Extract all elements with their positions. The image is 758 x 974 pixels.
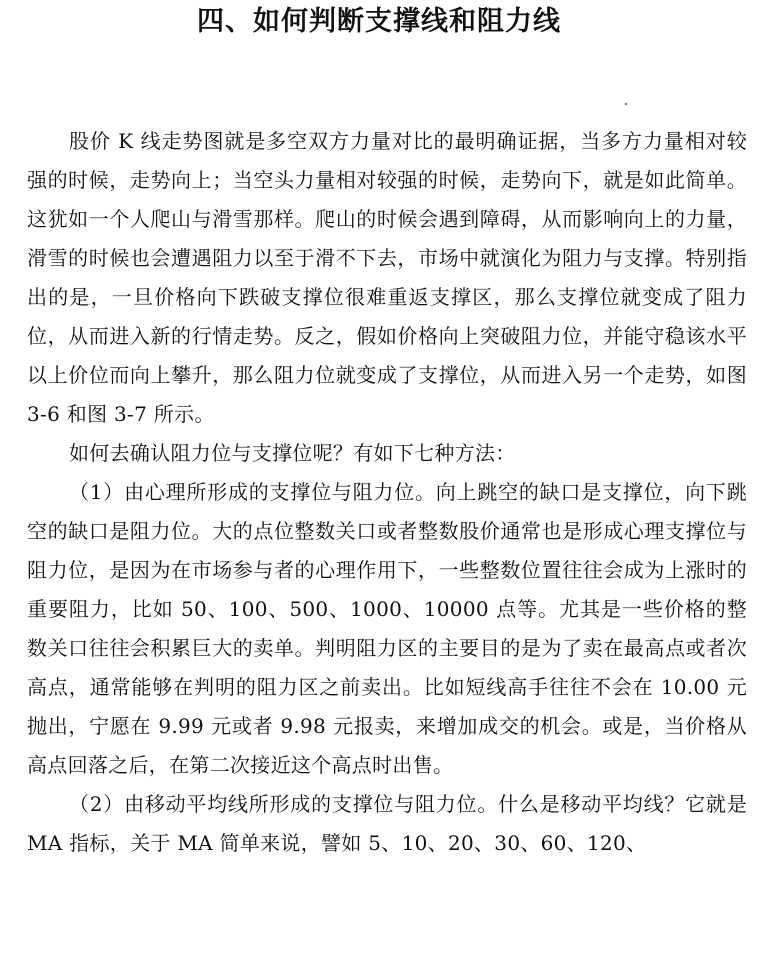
paragraph-support-resistance-intro: 股价 K 线走势图就是多空双方力量对比的最明确证据，当多方力量相对较强的时候，走势向上；当空头力量相对较强的时候，走势向下，就是如此简单。这犹如一个人爬山与滑雪那样。爬山的时候会遇到障碍，从而影响向上的力量，滑雪的时候也会遭遇阻力以至于滑不下去，市场中就演化为阻力与支撑。特别指出的是，一旦价格向下跌破支撑位很难重返支撑区，那么支撑位就变成了阻力位，从而进入新的行情走势。反之，假如价格向上突破阻力位，并能守稳该水平以上价位而向上攀升，那么阻力位就变成了支撑位，从而进入另一个走势，如图 3-6 和图 3-7 所示。 <box>27 129 747 426</box>
paragraph-method-1-psychological: （1）由心理所形成的支撑位与阻力位。向上跳空的缺口是支撑位，向下跳空的缺口是阻力位。大的点位整数关口或者整数股价通常也是形成心理支撑位与阻力位，是因为在市场参与者的心理作用下，一些整数位置往往会成为上涨时的重要阻力，比如 50、100、500、1000、10000 点等。尤其是一些价格的整数关口往往会积累巨大的卖单。判明阻力区的主要目的是为了卖在最高点或者次高点，通常能够在判明的阻力区之前卖出。比如短线高手往往不会在 10.00 元抛出，宁愿在 9.99 元或者 9.98 元报卖，来增加成交的机会。或是，当价格从高点回落之后，在第二次接近这个高点时出售。 <box>27 480 747 777</box>
paragraph-method-2-moving-average: （2）由移动平均线所形成的支撑位与阻力位。什么是移动平均线？它就是 MA 指标，关于 MA 简单来说，譬如 5、10、20、30、60、120、 <box>27 792 747 855</box>
section-title: 四、如何判断支撑线和阻力线 <box>197 6 561 37</box>
body-text <box>27 122 747 863</box>
scan-speck <box>625 103 627 105</box>
paragraph-seven-methods: 如何去确认阻力位与支撑位呢？有如下七种方法： <box>69 441 516 465</box>
